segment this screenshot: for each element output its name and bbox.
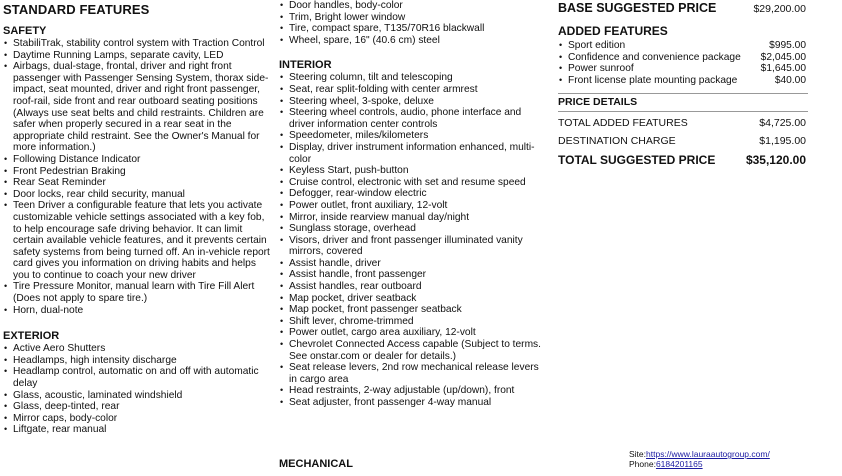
feature-item: • Liftgate, rear manual — [3, 424, 271, 436]
total-price-row — [558, 153, 808, 167]
phone-label: Phone: — [629, 459, 656, 469]
feature-item: • Mirror, inside rearview manual day/night — [279, 212, 545, 224]
feature-item: • Tire Pressure Monitor, manual learn with Tire Fill Alert (Does not apply to spare tire.) — [3, 281, 271, 304]
safety-list — [3, 38, 271, 316]
added-feature-label: • Power sunroof — [568, 63, 634, 75]
feature-item: • Trim, Bright lower window — [279, 12, 545, 24]
added-feature-item — [558, 63, 808, 75]
feature-item: • Assist handles, rear outboard — [279, 281, 545, 293]
interior-list — [279, 72, 545, 408]
feature-item: • Sunglass storage, overhead — [279, 223, 545, 235]
feature-item: • Seat, rear split-folding with center armrest — [279, 84, 545, 96]
feature-item: • Headlamp control, automatic on and off with automatic delay — [3, 366, 271, 389]
added-feature-item — [558, 40, 808, 52]
interior-heading: INTERIOR — [279, 59, 332, 72]
mechanical-heading: MECHANICAL — [279, 458, 353, 470]
feature-item: • Airbags, dual-stage, frontal, driver and right front passenger with Passenger Sensing System, thorax side-impact, seat mounted, driver and right front passenger, roof-rail, side front and rear outboard seating positions (Always use seat belts and child restraints. Children are safer when properly secured in a rear seat in the appropriate child restraint. See the Owner's Manual for more information.) — [3, 61, 271, 154]
feature-item: • Steering wheel, 3-spoke, deluxe — [279, 96, 545, 108]
site-line — [629, 449, 770, 459]
site-label: Site: — [629, 449, 647, 459]
feature-item: • Seat release levers, 2nd row mechanical release levers in cargo area — [279, 362, 545, 385]
added-feature-price: $40.00 — [774, 74, 806, 86]
feature-item: • Wheel, spare, 16" (40.6 cm) steel — [279, 35, 545, 47]
feature-item: • Power outlet, cargo area auxiliary, 12-volt — [279, 327, 545, 339]
added-feature-price: $995.00 — [769, 40, 806, 51]
feature-item: • Chevrolet Connected Access capable (Subject to terms. See onstar.com or dealer for details.) — [279, 339, 545, 362]
feature-item: • Front Pedestrian Braking — [3, 166, 271, 178]
feature-item: • Active Aero Shutters — [3, 343, 271, 355]
feature-item: • Tire, compact spare, T135/70R16 blackwall — [279, 23, 545, 35]
feature-item: • Door handles, body-color — [279, 0, 545, 12]
feature-item: • Horn, dual-note — [3, 305, 271, 317]
added-feature-price: $1,645.00 — [760, 63, 806, 75]
base-price-row — [558, 1, 808, 16]
added-feature-label: • Confidence and convenience package — [568, 51, 741, 63]
total-price-value: $35,120.00 — [745, 153, 806, 168]
feature-item: • Map pocket, driver seatback — [279, 293, 545, 305]
site-link[interactable]: https://www.lauraautogroup.com/ — [646, 449, 770, 459]
left-column — [3, 0, 271, 436]
base-price-label: BASE SUGGESTED PRICE — [558, 1, 717, 15]
feature-item: • Teen Driver a configurable feature that lets you activate customizable vehicle settings associated with a key fob, to help encourage safe driving behavior. It can limit certain available vehicle features, and it prevents certain safety systems from being turned off. An in-vehicle report card gives you information on driving habits and helps you to continue to coach your new driver — [3, 200, 271, 281]
feature-item: • Speedometer, miles/kilometers — [279, 130, 545, 142]
feature-item: • Shift lever, chrome-trimmed — [279, 316, 545, 328]
feature-item: • Cruise control, electronic with set and resume speed — [279, 177, 545, 189]
safety-heading: SAFETY — [3, 25, 47, 37]
pricing-column — [558, 0, 808, 167]
feature-item: • Steering wheel controls, audio, phone interface and driver information center controls — [279, 107, 545, 130]
destination-label: DESTINATION CHARGE — [558, 135, 676, 148]
feature-item: • Steering column, tilt and telescoping — [279, 72, 545, 84]
feature-item: • StabiliTrak, stability control system with Traction Control — [3, 38, 271, 50]
feature-item: • Defogger, rear-window electric — [279, 188, 545, 200]
feature-item: • Display, driver instrument information enhanced, multi-color — [279, 142, 545, 165]
total-added-label: TOTAL ADDED FEATURES — [558, 117, 688, 130]
total-added-row — [558, 117, 808, 130]
added-feature-label: • Sport edition — [568, 40, 626, 51]
feature-item: • Assist handle, front passenger — [279, 269, 545, 281]
added-features-heading: ADDED FEATURES — [558, 24, 668, 38]
divider — [558, 111, 808, 112]
feature-item: • Keyless Start, push-button — [279, 165, 545, 177]
dealer-footer — [629, 449, 770, 469]
feature-item: • Daytime Running Lamps, separate cavity, LED — [3, 50, 271, 62]
feature-item: • Rear Seat Reminder — [3, 177, 271, 189]
added-feature-item — [558, 75, 808, 87]
feature-item: • Visors, driver and front passenger illuminated vanity mirrors, covered — [279, 235, 545, 258]
feature-item: • Door locks, rear child security, manual — [3, 189, 271, 201]
divider — [558, 93, 808, 94]
exterior-heading: EXTERIOR — [3, 330, 60, 343]
feature-item: • Power outlet, front auxiliary, 12-volt — [279, 200, 545, 212]
feature-item: • Head restraints, 2-way adjustable (up/down), front — [279, 385, 545, 397]
phone-line — [629, 459, 770, 469]
feature-item: • Seat adjuster, front passenger 4-way manual — [279, 397, 545, 409]
page-title: STANDARD FEATURES — [3, 2, 150, 17]
feature-item: • Following Distance Indicator — [3, 154, 271, 166]
added-feature-price: $2,045.00 — [760, 51, 806, 63]
feature-item: • Mirror caps, body-color — [3, 413, 271, 425]
added-feature-label: • Front license plate mounting package — [568, 74, 738, 86]
price-details-heading: PRICE DETAILS — [558, 96, 638, 109]
total-price-label: TOTAL SUGGESTED PRICE — [558, 153, 716, 168]
feature-item: • Glass, deep-tinted, rear — [3, 401, 271, 413]
base-price-value: $29,200.00 — [753, 3, 806, 15]
exterior-list — [3, 343, 271, 436]
destination-row — [558, 135, 808, 148]
middle-column — [279, 0, 545, 409]
added-features-list — [558, 40, 808, 86]
exterior-continued-list — [279, 0, 545, 46]
added-feature-item — [558, 52, 808, 64]
feature-item: • Glass, acoustic, laminated windshield — [3, 390, 271, 402]
feature-item: • Map pocket, front passenger seatback — [279, 304, 545, 316]
phone-link[interactable]: 6184201165 — [655, 459, 703, 469]
destination-value: $1,195.00 — [759, 135, 806, 148]
total-added-value: $4,725.00 — [759, 117, 806, 130]
feature-item: • Assist handle, driver — [279, 258, 545, 270]
feature-item: • Headlamps, high intensity discharge — [3, 355, 271, 367]
